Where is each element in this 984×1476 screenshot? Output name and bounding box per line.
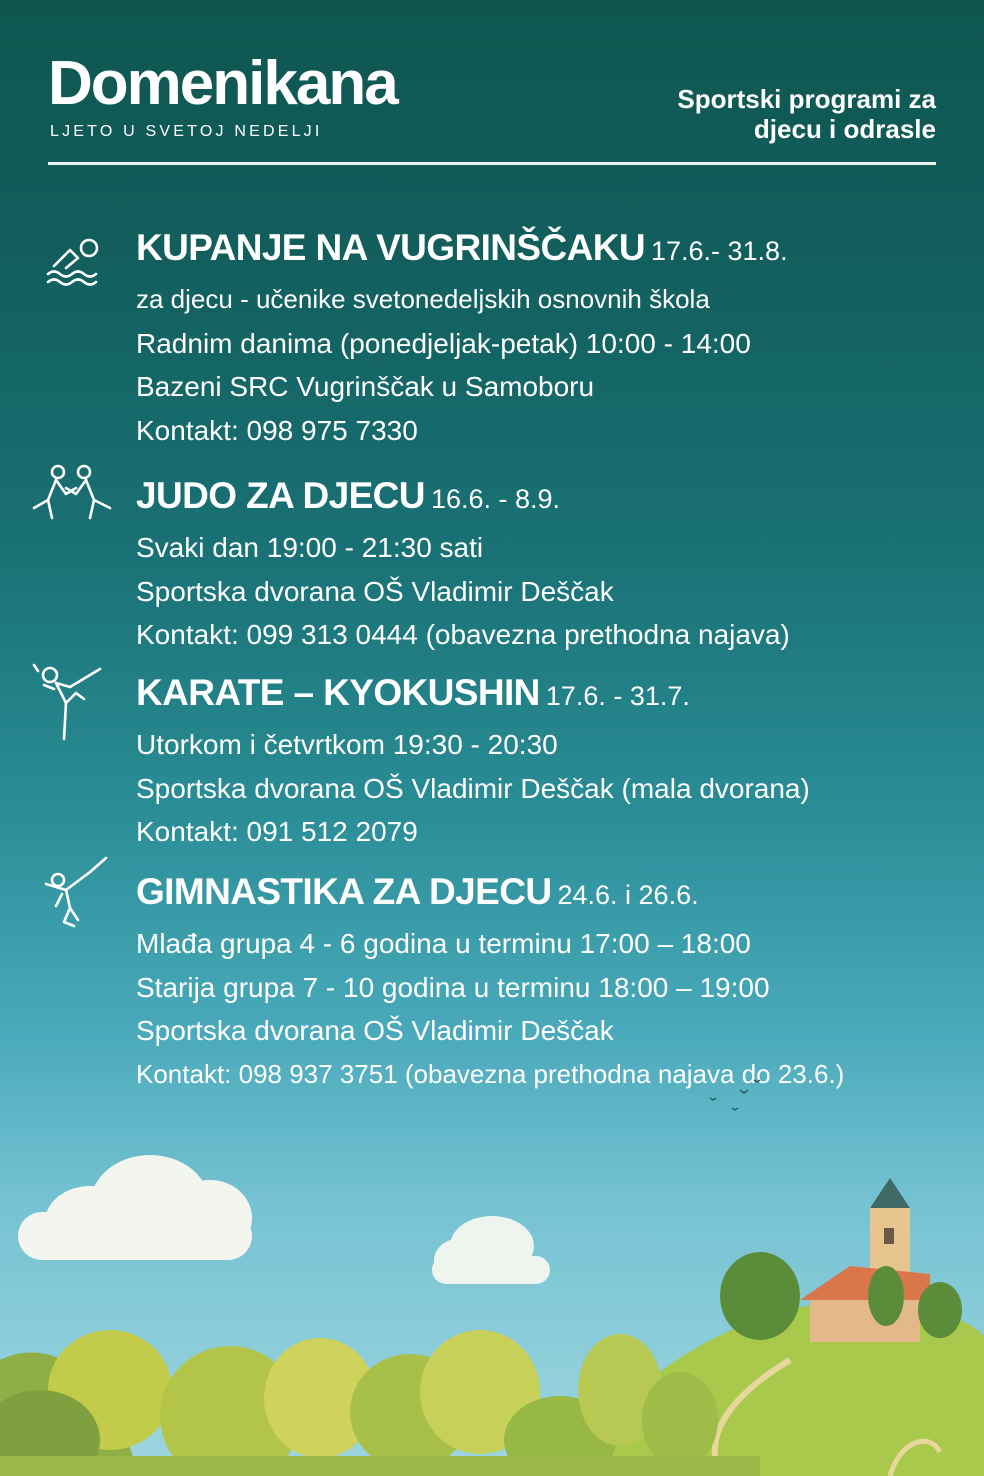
program-line: Sportska dvorana OŠ Vladimir Deščak: [136, 1015, 614, 1046]
header-divider: [48, 162, 936, 165]
program-line: Sportska dvorana OŠ Vladimir Deščak (mala dvorana): [136, 772, 810, 804]
program-line: Kontakt: 098 937 3751 (obavezna prethodna najava do 23.6.): [136, 1058, 845, 1089]
cloud-icon: [18, 1155, 252, 1260]
program-body: [136, 474, 966, 657]
program-dates: 17.6.- 31.8.: [650, 236, 788, 266]
program-line: Radnim danima (ponedjeljak-petak) 10:00 - 14:00: [136, 327, 751, 359]
gymnast-icon: [26, 856, 122, 946]
church-icon: [800, 1178, 930, 1342]
header: [48, 49, 936, 164]
judo-icon: [26, 460, 122, 550]
program-title: KUPANJE NA VUGRINŠČAKU: [136, 227, 645, 268]
cloud-icon: [432, 1216, 550, 1284]
program-dates: 24.6. i 26.6.: [557, 880, 699, 910]
program-line: Kontakt: 098 975 7330: [136, 414, 418, 446]
brand-subtitle: LJETO U SVETOJ NEDELJI: [50, 123, 323, 140]
program-line: Sportska dvorana OŠ Vladimir Deščak: [136, 575, 614, 607]
program-dates: 17.6. - 31.7.: [545, 681, 690, 711]
program-line: Mlađa grupa 4 - 6 godina u terminu 17:00 – 18:00: [136, 928, 751, 959]
tagline-line-2: djecu i odrasle: [753, 114, 936, 144]
swimmer-icon: [26, 230, 122, 320]
tagline: [677, 84, 936, 144]
program-line: Starija grupa 7 - 10 godina u terminu 18:00 – 19:00: [136, 971, 770, 1003]
program-line: za djecu - učenike svetonedeljskih osnovnih škola: [136, 284, 710, 314]
program-title: KARATE – KYOKUSHIN: [136, 672, 540, 713]
program-line: Bazeni SRC Vugrinščak u Samoboru: [136, 371, 595, 402]
karate-kick-icon: [26, 663, 122, 753]
tagline-line-1: Sportski programi za: [677, 84, 936, 114]
program-dates: 16.6. - 8.9.: [430, 484, 561, 514]
landscape-illustration: [0, 1060, 984, 1476]
brand-logo: Domenikana: [48, 49, 397, 118]
birds-icon: [710, 1080, 760, 1110]
program-body: [136, 226, 966, 452]
program-line: Svaki dan 19:00 - 21:30 sati: [136, 532, 484, 563]
program-line: Kontakt: 091 512 2079: [136, 816, 418, 847]
program-title: GIMNASTIKA ZA DJECU: [136, 871, 552, 912]
program-title: JUDO ZA DJECU: [136, 475, 425, 516]
program-line: Utorkom i četvrtkom 19:30 - 20:30: [136, 729, 558, 760]
program-line: Kontakt: 099 313 0444 (obavezna prethodna najava): [136, 619, 790, 650]
program-body: [136, 671, 966, 854]
